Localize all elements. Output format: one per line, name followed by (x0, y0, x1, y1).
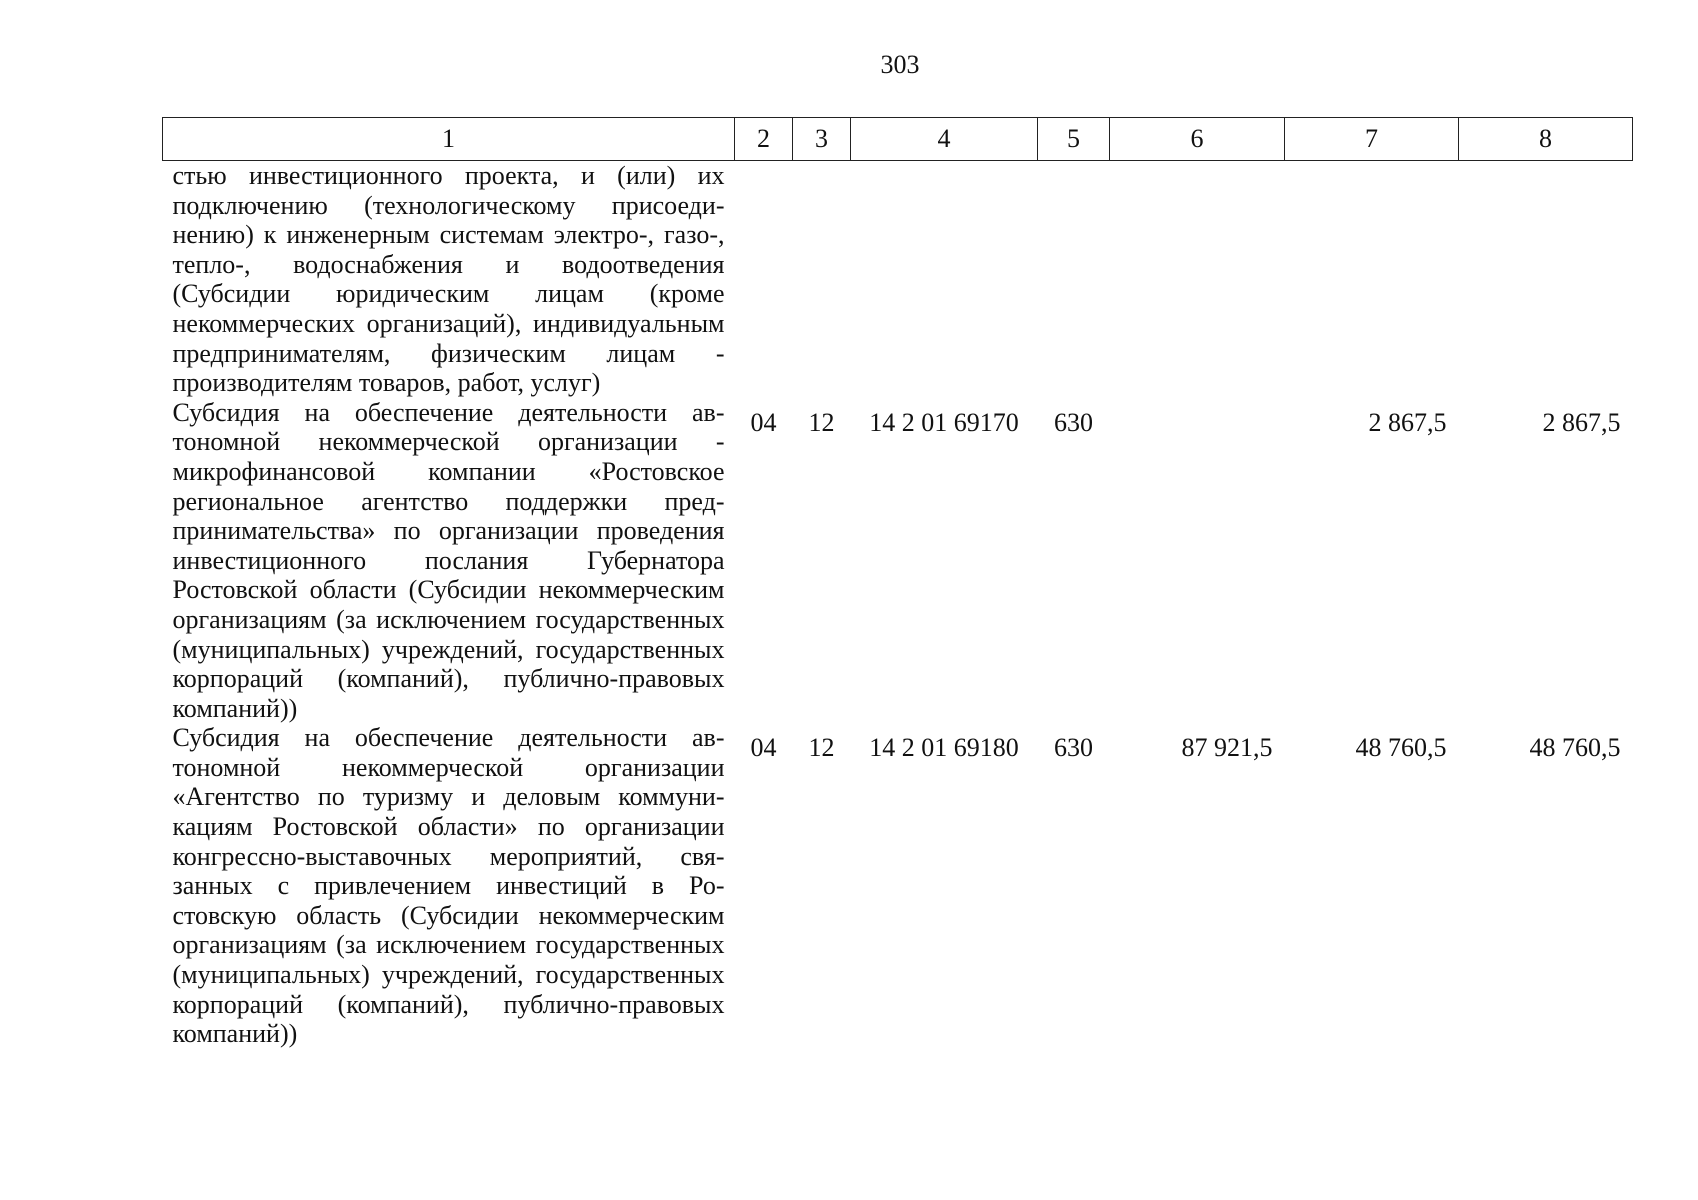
target-article-code: 14 2 01 69170 (869, 407, 1019, 437)
table-row (163, 161, 1633, 398)
amount-col-7 (1285, 161, 1459, 398)
subsection-code: 12 (808, 733, 835, 763)
page-number: 303 (880, 50, 920, 79)
amount-col-7: 2 867,5 (1368, 407, 1447, 437)
row-description: Субсидия на обеспечение деятельности автономной некоммерческой организации - микрофинансовой компании «Ростовское региональное агентство поддержки предпринимательства» по организации проведения инвестиционного послания Губернатора Ростовской области (Субсидии некоммерческим организациям (за исключением государственных (муниципальных) учреждений, государственных корпораций (компаний), публично-правовых компаний)) (172, 397, 725, 723)
amount-col-6: 87 921,5 (1181, 733, 1273, 763)
amount-col-8 (1459, 161, 1633, 398)
section-code: 04 (750, 407, 777, 437)
table-row (163, 723, 1633, 1049)
amount-col-7: 48 760,5 (1355, 733, 1447, 763)
amount-col-6 (1110, 161, 1285, 398)
subsection-code: 12 (808, 407, 835, 437)
subsection-code (793, 161, 851, 398)
row-description: Субсидия на обеспечение деятельности автономной некоммерческой организации «Агентство по туризму и деловым коммуникациям Ростовской области» по организации конгрессно-выставочных мероприятий, связанных с привлечением инвестиций в Ростовскую область (Субсидии некоммерческим организациям (за исключением государственных (муниципальных) учреждений, государственных корпораций (компаний), публично-правовых компаний)) (172, 723, 725, 1049)
section-code: 04 (750, 733, 777, 763)
budget-table (162, 117, 1633, 1049)
amount-col-8: 2 867,5 (1542, 407, 1621, 437)
expense-type-code: 630 (1054, 733, 1093, 763)
row-description: стью инвестиционного проекта, и (или) их подключению (технологическому присоединению) к инженерным системам электро-, газо-, тепло-, водоснабжения и водоотведения (Субсидии юридическим лицам (кроме некоммерческих организаций), индивидуальным предпринимателям, физическим лицам - производителям товаров, работ, услуг) (172, 161, 725, 398)
column-header-4: 4 (851, 118, 1038, 161)
target-article-code: 14 2 01 69180 (869, 733, 1019, 763)
column-header-5: 5 (1038, 118, 1110, 161)
section-code (735, 161, 793, 398)
table-header-row (163, 118, 1633, 161)
expense-type-code: 630 (1054, 407, 1093, 437)
amount-col-6 (1110, 398, 1285, 724)
column-header-8: 8 (1459, 118, 1633, 161)
column-header-1: 1 (163, 118, 735, 161)
target-article-code (851, 161, 1038, 398)
column-header-7: 7 (1285, 118, 1459, 161)
expense-type-code (1038, 161, 1110, 398)
table-row (163, 398, 1633, 724)
column-header-6: 6 (1110, 118, 1285, 161)
column-header-3: 3 (793, 118, 851, 161)
amount-col-8: 48 760,5 (1529, 733, 1621, 763)
column-header-2: 2 (735, 118, 793, 161)
